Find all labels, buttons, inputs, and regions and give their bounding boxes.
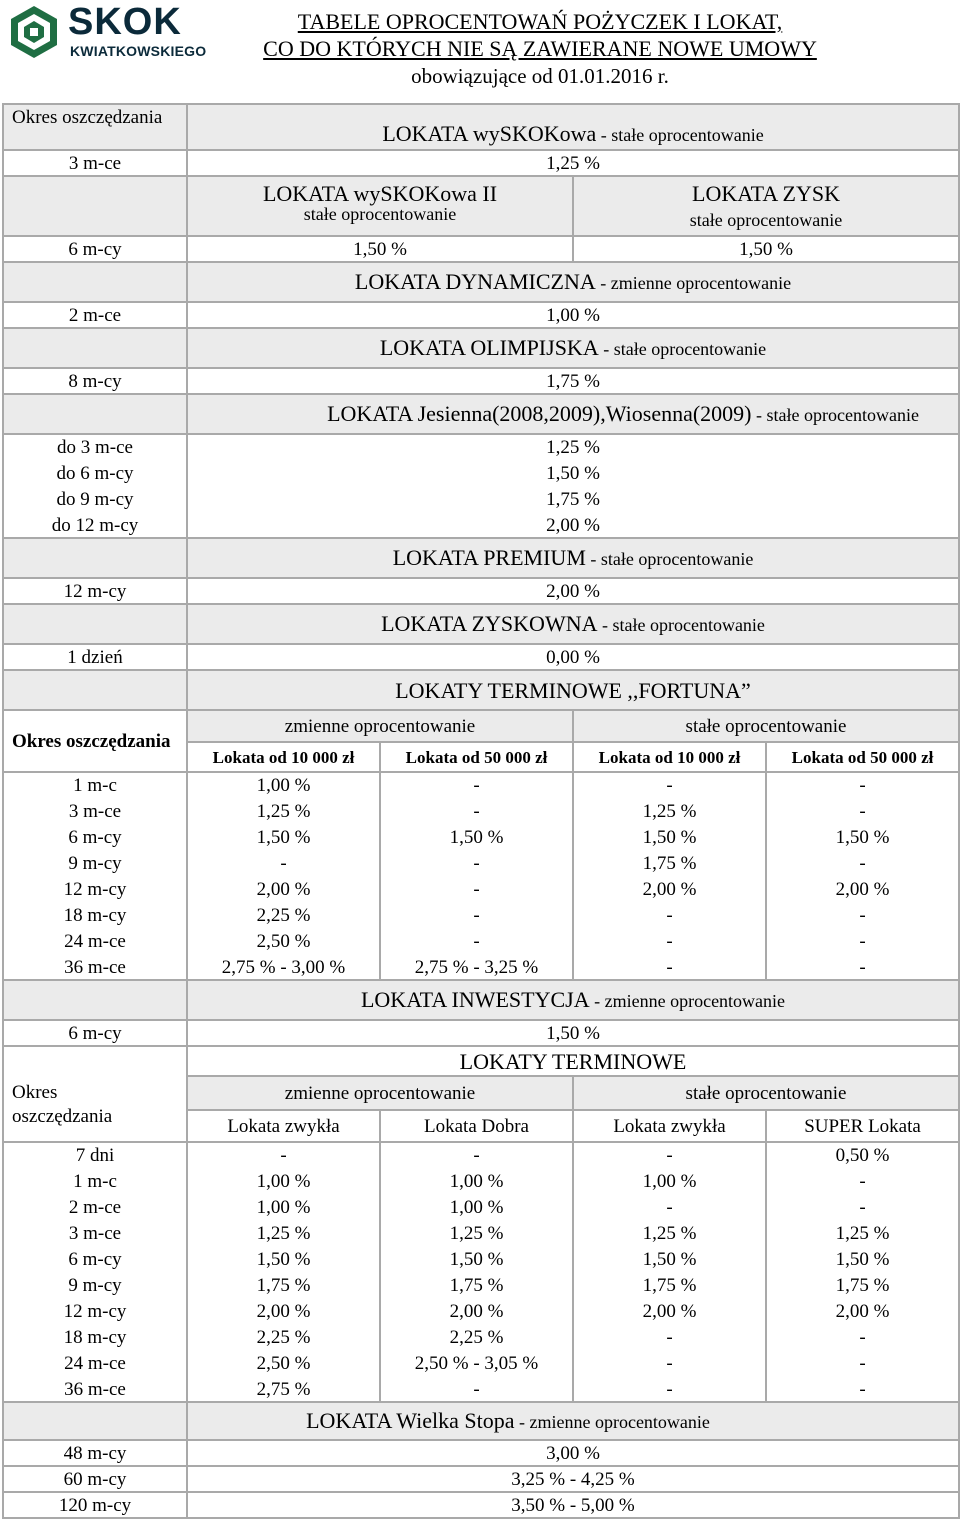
table-row [3,1492,959,1518]
table-row [3,1272,959,1298]
logo-subtitle: KWIATKOWSKIEGO [70,43,207,59]
period-cell: 3 m-ce [3,1220,187,1246]
rate-cell: 1,50 % [573,824,766,850]
rate-cell: 2,00 % [573,1298,766,1324]
rate-cell: 1,75 % [187,486,959,512]
separator: - [751,404,767,425]
zysk-type: stałe oprocentowanie [689,210,843,230]
rate-cell: 2,00 % [187,1298,380,1324]
header-stale: stałe oprocentowanie [573,710,959,742]
rate-cell: - [766,1194,959,1220]
rate-cell: 1,75 % [187,1272,380,1298]
rate-cell: 1,50 % [766,824,959,850]
col-header: Lokata Dobra [380,1110,573,1142]
section-title-wyskokowa [187,104,959,150]
table-row [3,1020,959,1046]
table-row [3,1142,959,1168]
table-row [3,434,959,460]
rate-cell: 1,50 % [380,1246,573,1272]
rate-cell: 1,00 % [187,1194,380,1220]
zyskowna-title: LOKATA ZYSKOWNA [381,610,598,636]
table-row [3,824,959,850]
okres-label-a: Okres [12,1082,58,1103]
rate-cell: 1,50 % [187,460,959,486]
section-header-jesienna [3,394,959,434]
table-row [3,1220,959,1246]
premium-title: LOKATA PREMIUM [392,544,586,570]
period-cell: do 3 m-ce [3,434,187,460]
period-cell: 6 m-cy [3,1020,187,1046]
blank-cell [3,980,187,1020]
rate-cell: 2,00 % [187,512,959,538]
premium-type: stałe oprocentowanie [600,548,754,569]
table-row [3,798,959,824]
table-row [3,1466,959,1492]
rate-cell: - [380,772,573,798]
period-cell: 36 m-ce [3,1376,187,1402]
fortuna-type-header [3,710,959,742]
title-line-1: TABELE OPROCENTOWAŃ POŻYCZEK I LOKAT, [297,9,783,34]
jesienna-type: stałe oprocentowanie [766,404,919,425]
period-cell: 2 m-ce [3,302,187,328]
section-header-terminowe [3,1046,959,1076]
period-cell: 8 m-cy [3,368,187,394]
period-cell: 6 m-cy [3,824,187,850]
period-cell: 2 m-ce [3,1194,187,1220]
col-header-okres [3,710,187,772]
zyskowna-type: stałe oprocentowanie [612,614,765,635]
skok-logo [6,1,207,60]
blank-cell [3,538,187,578]
rate-cell: 1,25 % [187,1220,380,1246]
rate-cell: 2,75 % - 3,00 % [187,954,380,980]
period-cell: 18 m-cy [3,1324,187,1350]
period-cell: 9 m-cy [3,1272,187,1298]
rate-cell: 1,25 % [187,434,959,460]
rate-cell: 1,75 % [187,368,959,394]
table-row [3,954,959,980]
blank-cell [3,1046,187,1076]
rate-cell: 1,50 % [573,1246,766,1272]
header-zmienne: zmienne oprocentowanie [187,710,573,742]
table-row [3,578,959,604]
period-cell: 12 m-cy [3,1298,187,1324]
page-header [0,0,960,104]
rate-cell: 1,00 % [187,772,380,798]
rate-cell: - [380,928,573,954]
table-row [3,1324,959,1350]
rate-cell: - [380,1376,573,1402]
olimpijska-title: LOKATA OLIMPIJSKA [379,334,599,360]
period-cell: 24 m-ce [3,928,187,954]
document-title [200,8,880,90]
rate-cell: 1,25 % [187,150,959,176]
table-row [3,850,959,876]
rate-cell: - [380,798,573,824]
rate-cell: 0,00 % [187,644,959,670]
okres-label-b: oszczędzania [12,1106,113,1127]
table-row [3,486,959,512]
col-header: Lokata od 50 000 zł [380,742,573,772]
rate-cell: 2,00 % [187,578,959,604]
rate-cell: 1,75 % [573,850,766,876]
table-row [3,150,959,176]
rate-cell: - [187,850,380,876]
rate-cell: 1,50 % [187,236,573,262]
rate-cell: 2,00 % [766,1298,959,1324]
period-cell: 36 m-ce [3,954,187,980]
rate-cell: - [573,1350,766,1376]
rate-cell: 2,50 % [187,928,380,954]
rate-cell: 1,00 % [187,302,959,328]
effective-date: obowiązujące od 01.01.2016 r. [411,64,669,88]
rate-cell: - [187,1142,380,1168]
blank-cell [3,604,187,644]
rate-cell: - [766,772,959,798]
okres-label: Okres oszczędzania [12,730,171,752]
wielka-stopa-type: zmienne oprocentowanie [529,1411,710,1432]
okres-label: Okres oszczędzania [12,107,163,128]
table-row [3,1168,959,1194]
section-title-inwestycja [187,980,959,1020]
header-zmienne: zmienne oprocentowanie [187,1076,573,1110]
rate-cell: - [766,902,959,928]
col-header: Lokata zwykła [187,1110,380,1142]
rate-cell: 1,50 % [187,824,380,850]
period-cell: 3 m-ce [3,150,187,176]
separator: - [589,990,605,1011]
separator: - [598,338,614,359]
dynamiczna-title: LOKATA DYNAMICZNA [354,268,596,294]
section-title-terminowe: LOKATY TERMINOWE [187,1046,959,1076]
rate-cell: 3,50 % - 5,00 % [187,1492,959,1518]
table-row [3,876,959,902]
rate-cell: 2,00 % [380,1298,573,1324]
olimpijska-type: stałe oprocentowanie [613,338,767,359]
rate-cell: - [380,902,573,928]
terminowe-rows [3,1142,959,1402]
period-cell: do 6 m-cy [3,460,187,486]
wyskokowa2-type: stałe oprocentowanie [303,204,457,224]
rate-cell: 1,50 % [187,1020,959,1046]
table-row [3,928,959,954]
table-row [3,644,959,670]
rate-cell: 3,00 % [187,1440,959,1466]
rate-cell: - [380,876,573,902]
section-title-dynamiczna [187,262,959,302]
period-cell: 18 m-cy [3,902,187,928]
table-row [3,1350,959,1376]
rate-cell: 2,00 % [573,876,766,902]
col-header-okres [3,1076,187,1142]
section-header-premium [3,538,959,578]
blank-cell [3,394,187,434]
section-header-zyskowna [3,604,959,644]
rate-cell: 1,75 % [380,1272,573,1298]
period-cell: 12 m-cy [3,578,187,604]
rate-cell: - [573,1194,766,1220]
period-cell: 48 m-cy [3,1440,187,1466]
period-cell: 120 m-cy [3,1492,187,1518]
table-row [3,1194,959,1220]
blank-cell [3,1402,187,1440]
dynamiczna-type: zmienne oprocentowanie [610,272,792,293]
section-header-dynamiczna [3,262,959,302]
col-header: SUPER Lokata [766,1110,959,1142]
period-cell: 60 m-cy [3,1466,187,1492]
rate-cell: 1,50 % [573,236,959,262]
section-title-premium [187,538,959,578]
table-row [3,512,959,538]
period-cell: 24 m-ce [3,1350,187,1376]
rate-cell: 2,25 % [187,902,380,928]
period-cell: do 9 m-cy [3,486,187,512]
table-row [3,368,959,394]
rate-cell: - [380,850,573,876]
separator: - [596,124,612,145]
section-header-fortuna [3,670,959,710]
section-header-wyskokowa [3,104,959,150]
rate-cell: - [766,1376,959,1402]
rate-cell: 1,00 % [187,1168,380,1194]
rate-cell: 2,25 % [380,1324,573,1350]
period-cell: 1 dzień [3,644,187,670]
table-row [3,302,959,328]
rate-cell: - [766,928,959,954]
rate-cell: 1,25 % [187,798,380,824]
rate-cell: 1,50 % [766,1246,959,1272]
rate-cell: 1,25 % [380,1220,573,1246]
terminowe-type-header [3,1076,959,1110]
section-title-olimpijska [187,328,959,368]
rate-cell: 3,25 % - 4,25 % [187,1466,959,1492]
rate-cell: - [380,1142,573,1168]
col-header: Lokata zwykła [573,1110,766,1142]
rate-cell: 1,75 % [573,1272,766,1298]
fortuna-title: LOKATY TERMINOWE ,,FORTUNA” [395,677,751,703]
logo-wordmark: SKOK [68,1,182,43]
rate-cell: - [573,1376,766,1402]
table-row [3,1246,959,1272]
skok-emblem-icon [6,4,62,60]
period-cell: 7 dni [3,1142,187,1168]
rate-cell: 1,75 % [766,1272,959,1298]
period-cell: 1 m-c [3,1168,187,1194]
table-row [3,236,959,262]
rate-cell: - [766,798,959,824]
section-title-zyskowna [187,604,959,644]
col-header: Lokata od 10 000 zł [573,742,766,772]
separator: - [595,272,611,293]
col-header: Lokata od 50 000 zł [766,742,959,772]
wielka-stopa-title: LOKATA Wielka Stopa [306,1407,515,1433]
inwestycja-title: LOKATA INWESTYCJA [360,986,590,1012]
rate-cell: 2,75 % [187,1376,380,1402]
inwestycja-type: zmienne oprocentowanie [604,990,786,1011]
blank-cell [3,176,187,236]
rate-cell: 1,50 % [187,1246,380,1272]
rate-cell: 1,25 % [573,798,766,824]
rate-cell: - [573,772,766,798]
period-cell: 12 m-cy [3,876,187,902]
rate-cell: 1,50 % [380,824,573,850]
table-row [3,1440,959,1466]
header-stale: stałe oprocentowanie [573,1076,959,1110]
rate-cell: 2,25 % [187,1324,380,1350]
rate-cell: - [573,928,766,954]
blank-cell [3,328,187,368]
col-header: Lokata od 10 000 zł [187,742,380,772]
section-header-wielka-stopa [3,1402,959,1440]
table-row [3,460,959,486]
period-cell: 6 m-cy [3,236,187,262]
rate-cell: 2,75 % - 3,25 % [380,954,573,980]
rate-cell: 1,00 % [380,1194,573,1220]
section-header-wyskokowa2-zysk [3,176,959,236]
rate-cell: - [573,1142,766,1168]
zysk-title: LOKATA ZYSK [692,181,840,206]
rate-cell: - [766,850,959,876]
section-title-zysk [573,176,959,236]
section-title-wielka-stopa [187,1402,959,1440]
section-title-wyskokowa2 [187,176,573,236]
rate-cell: 2,00 % [766,876,959,902]
rate-cell: 1,00 % [573,1168,766,1194]
rate-cell: - [766,1324,959,1350]
rate-cell: - [573,954,766,980]
wyskokowa-type: stałe oprocentowanie [611,124,764,145]
blank-cell [3,262,187,302]
title-line-2: CO DO KTÓRYCH NIE SĄ ZAWIERANE NOWE UMOWY [263,36,817,61]
period-cell: 3 m-ce [3,798,187,824]
wyskokowa-title: LOKATA wySKOKowa [382,120,597,146]
rates-table [2,103,960,1519]
rate-cell: - [766,954,959,980]
period-cell: 9 m-cy [3,850,187,876]
col-header-okres [3,104,187,150]
rate-cell: 1,00 % [380,1168,573,1194]
rate-cell: 2,50 % [187,1350,380,1376]
section-title-jesienna [187,394,959,434]
period-cell: 1 m-c [3,772,187,798]
rate-cell: - [766,1350,959,1376]
table-row [3,772,959,798]
rate-cell: 1,25 % [766,1220,959,1246]
table-row [3,1376,959,1402]
blank-cell [3,670,187,710]
rate-cell: - [766,1168,959,1194]
rate-cell: 1,25 % [573,1220,766,1246]
fortuna-rows [3,772,959,980]
rate-cell: 0,50 % [766,1142,959,1168]
period-cell: do 12 m-cy [3,512,187,538]
separator: - [585,548,601,569]
wyskokowa2-title: LOKATA wySKOKowa II [262,181,498,206]
section-header-inwestycja [3,980,959,1020]
separator: - [597,614,613,635]
separator: - [514,1411,530,1432]
rate-cell: 2,50 % - 3,05 % [380,1350,573,1376]
table-row [3,1298,959,1324]
table-row [3,902,959,928]
jesienna-title: LOKATA Jesienna(2008,2009),Wiosenna(2009) [327,400,752,426]
rate-cell: 2,00 % [187,876,380,902]
period-cell: 6 m-cy [3,1246,187,1272]
section-header-olimpijska [3,328,959,368]
rate-cell: - [573,902,766,928]
rate-cell: - [573,1324,766,1350]
section-title-fortuna [187,670,959,710]
